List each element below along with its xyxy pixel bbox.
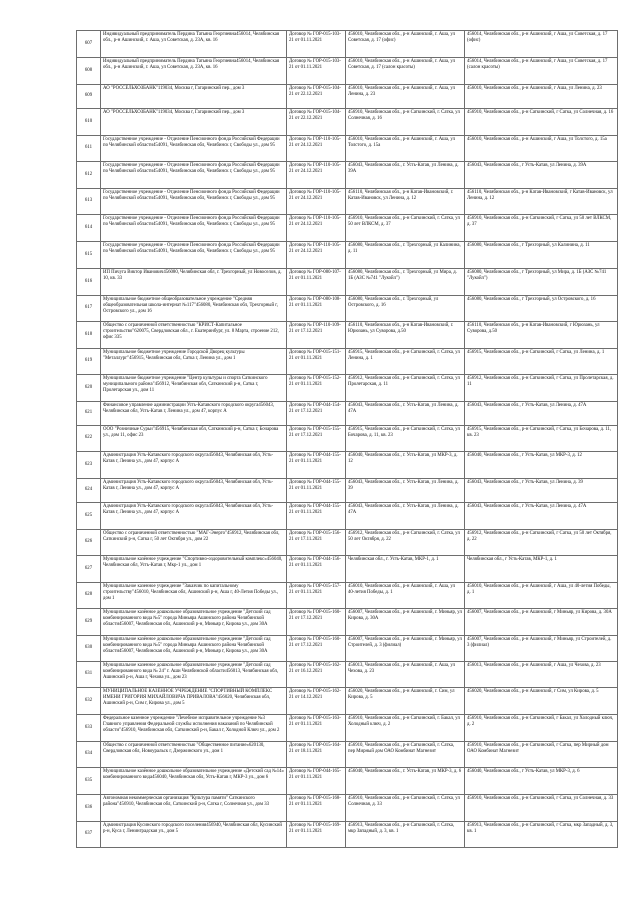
organization-cell: ООО "Розничные Сурьи"456915, Челябинская обл, Саткинский р-н, Сатка г, Бочарова ул., дом 11, офис 23	[101, 426, 287, 452]
contract-cell: Договор № ГОР-015-104-21 от 22.12.2021	[287, 85, 346, 109]
object-address-cell: 456912, Челябинская обл., р-н Саткинский, г. Сатка, ул 50 лет Октября, д. 22	[346, 530, 465, 556]
delivery-address-cell: 456110, Челябинская обл., р-н Катав-Ивановский, г Катав-Ивановск, ул Ленина, д. 12	[465, 189, 618, 215]
contract-cell: Договор № ГОР-015-169-21 от 01.11.2021	[287, 822, 346, 848]
organization-cell: Муниципальное бюджетное учреждение "Центр культуры и спорта Саткинского муниципального района"456912, Челябинская обл, Саткинский р-н, Сатка г, Пролетарская ул., дом 11	[101, 375, 287, 402]
contract-cell: Договор № ГОР-044-154-21 от 17.12.2021	[287, 402, 346, 426]
organization-cell: Администрация Кусинского городского поселения456940, Челябинская обл, Кусинский р-н, Куса г, Ленинградская ул., дом 5	[101, 822, 287, 848]
contract-cell: Договор № ГОР-044-165-21 от 01.11.2021	[287, 768, 346, 795]
contract-cell: Договор № ГОР-044-156-21 от 01.11.2021	[287, 556, 346, 583]
organization-cell: Индивидуальный предприниматель Пердина Татьяна Георгиевна456014, Челябинская обл., р-н Ашинский, г. Аша, ул Советская, д. 23А, кв. 16	[101, 58, 287, 85]
table-row	[77, 58, 618, 85]
row-number: 630	[77, 636, 101, 662]
table-row	[77, 768, 618, 795]
contract-cell: Договор № ГОР-015-157-21 от 01.11.2021	[287, 583, 346, 609]
object-address-cell: 456013, Челябинская обл., р-н Ашинский, г. Аша, ул Чехова, д. 23	[346, 662, 465, 688]
delivery-address-cell: 456910, Челябинская обл., р-н Саткинский, г Бакал, ул Холодный ключ, д. 2	[465, 715, 618, 742]
delivery-address-cell: 456014, Челябинская обл., р-н Ашинский, г Аша, ул Советская, д. 17 (офис)	[465, 31, 618, 58]
row-number: 625	[77, 503, 101, 530]
object-address-cell: 456043, Челябинская обл., г. Усть-Катав, ул Ленина, д. 47А	[346, 503, 465, 530]
row-number: 628	[77, 583, 101, 609]
row-number: 635	[77, 768, 101, 795]
contract-cell: Договор № ГОР-015-162-21 от 14.12.2021	[287, 688, 346, 715]
table-row	[77, 742, 618, 768]
delivery-address-cell: 456912, Челябинская обл., р-н Саткинский, г Сатка, ул Пролетарская, д. 11	[465, 375, 618, 402]
table-row	[77, 322, 618, 349]
object-address-cell: 456010, Челябинская обл., р-н Ашинский, г. Аша, ул Ленина, д. 23	[346, 85, 465, 109]
row-number: 633	[77, 715, 101, 742]
row-number: 623	[77, 452, 101, 479]
organization-cell: Автономная некоммерческая организация "Культура памяти" Саткинского района"456910, Челябинская обл, Саткинский р-н, Сатка г, Солнечная ул., дом 33	[101, 795, 287, 822]
table-row	[77, 136, 618, 162]
row-number: 624	[77, 479, 101, 503]
row-number: 617	[77, 296, 101, 322]
organization-cell: Муниципальное бюджетное учреждение Городской Дворец культуры "Металлург"456915, Челябинская обл, Сатка г, Ленина ул., дом 1	[101, 349, 287, 375]
object-address-cell: 456110, Челябинская обл., р-н Катав-Ивановский, г. Юрюзань, ул Суворова, д.50	[346, 322, 465, 349]
delivery-address-cell: 456020, Челябинская обл., р-н Ашинский, г Сим, ул Кирова, д. 5	[465, 688, 618, 715]
delivery-address-cell: 456010, Челябинская обл., р-н Ашинский, г Аша, ул Ленина, д. 23	[465, 85, 618, 109]
delivery-address-cell: 456910, Челябинская обл., р-н Саткинский, г Сатка, ул 50 лет ВЛКСМ, д. 37	[465, 215, 618, 242]
organization-cell: Федеральное казенное учреждение "Лечебное исправительное учреждение №3 Главного управления Федеральной службы исполнения наказаний по Челябинской области"456910, Челябинская обл, Саткинский р-н, Бакал г, Холодной Ключ ул., дом 2	[101, 715, 287, 742]
object-address-cell: 456007, Челябинская обл., р-н Ашинский, г. Миньяр, ул Кирова, д. 30А	[346, 609, 465, 636]
contract-cell: Договор № ГОР-015-168-21 от 01.11.2021	[287, 795, 346, 822]
object-address-cell: 456010, Челябинская обл., р-н Ашинский, г. Аша, ул Советская, д. 17 (офис)	[346, 31, 465, 58]
organization-cell: Государственное учреждение - Отделение Пенсионного фонда Российской Федерации по Челябинской области454091, Челябинская обл, Челябинск г, Свободы ул., дом 95	[101, 162, 287, 189]
row-number: 627	[77, 556, 101, 583]
contract-cell: Договор № ГОР-015-103-21 от 01.11.2021	[287, 58, 346, 85]
delivery-address-cell: 456043, Челябинская обл., г Усть-Катав, ул Ленина, д. 39	[465, 479, 618, 503]
row-number: 612	[77, 162, 101, 189]
organization-cell: Общество с ограниченной ответственностью "КРИСТ-Капитальное строительство"620075, Свердловская обл., г. Екатеринбург, ул. 8 Марта, строение 212, офис 335	[101, 322, 287, 349]
organization-cell: Государственное учреждение - Отделение Пенсионного фонда Российской Федерации по Челябинской области454091, Челябинская обл, Челябинск г, Свободы ул., дом 95	[101, 242, 287, 269]
row-number: 634	[77, 742, 101, 768]
row-number: 637	[77, 822, 101, 848]
object-address-cell: 456040, Челябинская обл., г. Усть-Катав, ул МКР-3, д. 12	[346, 452, 465, 479]
table-row	[77, 215, 618, 242]
organization-cell: Финансовое управление администрации Усть-Катавского городского округа456043, Челябинская обл, Усть-Катав г, Ленина ул., дом 47, корпус А	[101, 402, 287, 426]
row-number: 621	[77, 402, 101, 426]
contract-cell: Договор № ГОР-015-156-21 от 17.11.2021	[287, 530, 346, 556]
delivery-address-cell: 456040, Челябинская обл., г Усть-Катав, ул МКР-3, д. 12	[465, 452, 618, 479]
row-number: 626	[77, 530, 101, 556]
table-row	[77, 662, 618, 688]
object-address-cell: Челябинская обл., г. Усть-Катав, МКР-1, д. 1	[346, 556, 465, 583]
contract-cell: Договор № ГОР-015-163-21 от 01.11.2021	[287, 715, 346, 742]
contract-cell: Договор № ГОР-044-155-21 от 01.11.2021	[287, 452, 346, 479]
contract-cell: Договор № ГОР-110-105-21 от 24.12.2021	[287, 162, 346, 189]
object-address-cell: 456010, Челябинская обл., р-н Ашинский, г. Аша, ул 40-летия Победы, д. 1	[346, 583, 465, 609]
organization-cell: Государственное учреждение - Отделение Пенсионного фонда Российской Федерации по Челябинской области454091, Челябинская обл, Челябинск г, Свободы ул., дом 95	[101, 136, 287, 162]
table-row	[77, 426, 618, 452]
delivery-address-cell: 456010, Челябинская обл., р-н Ашинский, г Аша, ул 40-летия Победы, д. 1	[465, 583, 618, 609]
table-row	[77, 822, 618, 848]
contract-cell: Договор № ГОР-015-160-21 от 17.12.2021	[287, 609, 346, 636]
organization-cell: Муниципальное казённое дошкольное образовательное учреждение "Детский сад комбинированного вида №5" города Миньяра Ашинского района Челябинской области456007, Челябинская обл, Ашинский р-н, Миньяр г, Кирова ул., дом 30А	[101, 636, 287, 662]
row-number: 631	[77, 662, 101, 688]
contract-cell: Договор № ГОР-110-109-21 от 17.12.2021	[287, 322, 346, 349]
contract-cell: Договор № ГОР-015-164-21 от 18.11.2021	[287, 742, 346, 768]
row-number: 611	[77, 136, 101, 162]
object-address-cell: 456007, Челябинская обл., р-н Ашинский, г. Миньяр, ул Строителей, д. 3 (филиал)	[346, 636, 465, 662]
object-address-cell: 456912, Челябинская обл., р-н Саткинский, г. Сатка, ул Пролетарская, д. 11	[346, 375, 465, 402]
row-number: 619	[77, 349, 101, 375]
object-address-cell: 456913, Челябинская обл., р-н Саткинский, г. Сатка, мкр Западный, д. 3, кв. 1	[346, 822, 465, 848]
table-row	[77, 85, 618, 109]
contract-cell: Договор № ГОР-110-105-21 от 24.12.2021	[287, 136, 346, 162]
object-address-cell: 456910, Челябинская обл., р-н Саткинский, г. Сатка, ул 50 лет ВЛКСМ, д. 37	[346, 215, 465, 242]
row-number: 620	[77, 375, 101, 402]
contract-cell: Договор № ГОР-015-103-21 от 01.11.2021	[287, 31, 346, 58]
row-number: 629	[77, 609, 101, 636]
table-row	[77, 503, 618, 530]
contract-cell: Договор № ГОР-015-152-21 от 01.11.2021	[287, 375, 346, 402]
table-row	[77, 242, 618, 269]
row-number: 616	[77, 269, 101, 296]
organization-cell: АО "РОССЕЛЬХОЗБАНК"119034, Москва г, Гагаринский пер., дом 3	[101, 109, 287, 136]
table-row	[77, 479, 618, 503]
table-row	[77, 795, 618, 822]
object-address-cell: 456080, Челябинская обл., г. Трехгорный, ул Мира, д. 1Б (АЗС №741 "Лукойл")	[346, 269, 465, 296]
table-row	[77, 583, 618, 609]
delivery-address-cell: 456110, Челябинская обл., р-н Катав-Ивановский, г Юрюзань, ул Суворова, д.50	[465, 322, 618, 349]
table-row	[77, 609, 618, 636]
row-number: 610	[77, 109, 101, 136]
table-row	[77, 715, 618, 742]
object-address-cell: 456080, Челябинская обл., г. Трехгорный, ул Островского, д. 16	[346, 296, 465, 322]
table-row	[77, 109, 618, 136]
organization-cell: ИП Пичуга Виктор Иванович456080, Челябинская обл, г. Трехгорный, ул Новоселов, д. 10, кв. 33	[101, 269, 287, 296]
table-body	[77, 31, 618, 848]
organization-cell: Муниципальное бюджетное общеобразовательное учреждение "Средняя общеобразовательная школа-интернат №117"456080, Челябинская обл, Трехгорный г, Островского ул., дом 16	[101, 296, 287, 322]
row-number: 613	[77, 189, 101, 215]
object-address-cell: 456010, Челябинская обл., р-н Ашинский, г. Аша, ул Советская, д. 17 (салон красоты)	[346, 58, 465, 85]
row-number: 632	[77, 688, 101, 715]
delivery-address-cell: 456010, Челябинская обл., р-н Ашинский, г Аша, ул Толстого, д. 15а	[465, 136, 618, 162]
delivery-address-cell: 456913, Челябинская обл., р-н Саткинский, г Сатка, мкр Западный, д. 3, кв. 1	[465, 822, 618, 848]
object-address-cell: 456040, Челябинская обл., г. Усть-Катав, ул МКР-3, д. 6	[346, 768, 465, 795]
object-address-cell: 456080, Челябинская обл., г. Трехгорный, ул Калинина, д. 11	[346, 242, 465, 269]
table-row	[77, 530, 618, 556]
contract-cell: Договор № ГОР-110-105-21 от 24.12.2021	[287, 242, 346, 269]
row-number: 609	[77, 85, 101, 109]
object-address-cell: 456010, Челябинская обл., р-н Ашинский, г. Аша, ул Толстого, д. 15а	[346, 136, 465, 162]
contract-cell: Договор № ГОР-015-160-21 от 17.12.2021	[287, 636, 346, 662]
object-address-cell: 456910, Челябинская обл., р-н Саткинский, г. Сатка, ул Солнечная, д. 16	[346, 109, 465, 136]
delivery-address-cell: 456910, Челябинская обл., р-н Саткинский, г Сатка, ул Солнечная, д. 33	[465, 795, 618, 822]
organization-cell: Индивидуальный предприниматель Пердина Татьяна Георгиевна456014, Челябинская обл., р-н Ашинский, г. Аша, ул Советская, д. 23А, кв. 16	[101, 31, 287, 58]
delivery-address-cell: Челябинская обл., г Усть-Катав, МКР-1, д. 1	[465, 556, 618, 583]
object-address-cell: 456910, Челябинская обл., р-н Саткинский, г. Сатка, ул Солнечная, д. 33	[346, 795, 465, 822]
contract-cell: Договор № ГОР-015-155-21 от 17.12.2021	[287, 426, 346, 452]
table-row	[77, 402, 618, 426]
object-address-cell: 456043, Челябинская обл., г. Усть-Катав, ул Ленина, д. 39	[346, 479, 465, 503]
organization-cell: Государственное учреждение - Отделение Пенсионного фонда Российской Федерации по Челябинской области454091, Челябинская обл, Челябинск г, Свободы ул., дом 95	[101, 189, 287, 215]
delivery-address-cell: 456910, Челябинская обл., р-н Саткинский, г Сатка, ул Солнечная, д. 16	[465, 109, 618, 136]
table-row	[77, 189, 618, 215]
contract-cell: Договор № ГОР-015-162-21 от 16.12.2021	[287, 662, 346, 688]
object-address-cell: 456910, Челябинская обл., р-н Саткинский, г. Сатка, пер Мирный дом ОАО Комбинат Магнезит	[346, 742, 465, 768]
organization-cell: Государственное учреждение - Отделение Пенсионного фонда Российской Федерации по Челябинской области454091, Челябинская обл, Челябинск г, Свободы ул., дом 95	[101, 215, 287, 242]
organization-cell: Общество с ограниченной ответственностью "Общественное питание»620130, Свердловская обл, Новоуральск г, Дзержинского ул., дом 1	[101, 742, 287, 768]
delivery-address-cell: 456040, Челябинская обл., г Усть-Катав, ул МКР-3, д. 6	[465, 768, 618, 795]
table-row	[77, 269, 618, 296]
organization-cell: Общество с ограниченной ответственностью "МАГ-Энерго"456912, Челябинская обл, Саткинский р-н, Сатка г, 50 лет Октября ул., дом 22	[101, 530, 287, 556]
table-row	[77, 349, 618, 375]
table-row	[77, 452, 618, 479]
row-number: 607	[77, 31, 101, 58]
organization-cell: Администрация Усть-Катавского городского округа456043, Челябинская обл, Усть-Катав г, Ленина ул., дом 47, корпус А	[101, 452, 287, 479]
row-number: 618	[77, 322, 101, 349]
delivery-address-cell: 456043, Челябинская обл., г Усть-Катав, ул Ленина, д. 47А	[465, 503, 618, 530]
contract-cell: Договор № ГОР-015-104-21 от 22.12.2021	[287, 109, 346, 136]
table-row	[77, 636, 618, 662]
delivery-address-cell: 456080, Челябинская обл., г Трехгорный, ул Островского, д. 16	[465, 296, 618, 322]
object-address-cell: 456915, Челябинская обл., р-н Саткинский, г. Сатка, ул Ленина, д. 1	[346, 349, 465, 375]
delivery-address-cell: 456043, Челябинская обл., г Усть-Катав, ул Ленина, д. 47А	[465, 402, 618, 426]
delivery-address-cell: 456910, Челябинская обл., р-н Саткинский, г Сатка, пер Мирный дом ОАО Комбинат Магнезит	[465, 742, 618, 768]
organization-cell: Муниципальное казенное учреждение "Заказчик по капитальному строительству"456010, Челябинская обл, Ашинский р-н, Аша г, 40-Летия Победы ул., дом 1	[101, 583, 287, 609]
table-row	[77, 296, 618, 322]
delivery-address-cell: 456014, Челябинская обл., р-н Ашинский, г Аша, ул Советская, д. 17 (салон красоты)	[465, 58, 618, 85]
delivery-address-cell: 456007, Челябинская обл., р-н Ашинский, г Миньяр, ул Строителей, д. 3 (филиал)	[465, 636, 618, 662]
row-number: 614	[77, 215, 101, 242]
contract-cell: Договор № ГОР-015-151-21 от 01.11.2021	[287, 349, 346, 375]
contract-cell: Договор № ГОР-044-155-21 от 01.11.2021	[287, 503, 346, 530]
table-row	[77, 31, 618, 58]
contract-cell: Договор № ГОР-044-155-21 от 01.11.2021	[287, 479, 346, 503]
organization-cell: Муниципальное казенное дошкольное образовательное учреждение "Детский сад комбинированного вида № 24" г. Аши Челябинской области456013, Челябинская обл, Ашинский р-н, Аша г, Чехова ул., дом 23	[101, 662, 287, 688]
delivery-address-cell: 456080, Челябинская обл., г Трехгорный, ул Мира, д. 1Б (АЗС №741 "Лукойл")	[465, 269, 618, 296]
row-number: 608	[77, 58, 101, 85]
delivery-address-cell: 456013, Челябинская обл., р-н Ашинский, г Аша, ул Чехова, д. 23	[465, 662, 618, 688]
organization-cell: Администрация Усть-Катавского городского округа456043, Челябинская обл, Усть-Катав г, Ленина ул., дом 47, корпус А	[101, 479, 287, 503]
table-row	[77, 162, 618, 189]
table-row	[77, 556, 618, 583]
organization-cell: Муниципальное казённое дошкольное образовательное учреждение "Детский сад комбинированного вида №5" города Миньяра Ашинского района Челябинской области456007, Челябинская обл, Ашинский р-н, Миньяр г, Кирова ул., дом 30А	[101, 609, 287, 636]
table-row	[77, 688, 618, 715]
delivery-address-cell: 456912, Челябинская обл., р-н Саткинский, г Сатка, ул 50 лет Октября, д. 22	[465, 530, 618, 556]
object-address-cell: 456915, Челябинская обл., р-н Саткинский, г. Сатка, ул Бочарова, д. 11, кв. 23	[346, 426, 465, 452]
delivery-address-cell: 456915, Челябинская обл., р-н Саткинский, г Сатка, ул Бочарова, д. 11, кв. 23	[465, 426, 618, 452]
contract-cell: Договор № ГОР-080-107-21 от 01.11.2021	[287, 269, 346, 296]
object-address-cell: 456020, Челябинская обл., р-н Ашинский, г. Сим, ул Кирова, д. 5	[346, 688, 465, 715]
contract-cell: Договор № ГОР-110-105-21 от 24.12.2021	[287, 215, 346, 242]
organization-cell: Муниципальное казённое дошкольное образовательное учреждение «Детский сад №14» комбинированного вида456040, Челябинская обл, Усть-Катав г, МКР-3 ул., дом 6	[101, 768, 287, 795]
table-row	[77, 375, 618, 402]
organization-cell: МУНИЦИПАЛЬНОЕ КАЗЁННОЕ УЧРЕЖДЕНИЕ "СПОРТИВНЫЙ КОМПЛЕКС ИМЕНИ ГРИГОРИЯ МИХАЙЛОВИЧА ПРИВАЛОВА"456020, Челябинская обл, Ашинский р-н, Сим г, Кирова ул., дом 5	[101, 688, 287, 715]
organization-cell: Администрация Усть-Катавского городского округа456043, Челябинская обл, Усть-Катав г, Ленина ул., дом 47, корпус А	[101, 503, 287, 530]
contracts-table	[76, 30, 618, 848]
contract-cell: Договор № ГОР-080-108-21 от 01.11.2021	[287, 296, 346, 322]
row-number: 615	[77, 242, 101, 269]
object-address-cell: 456110, Челябинская обл., р-н Катав-Ивановский, г. Катав-Ивановск, ул Ленина, д. 12	[346, 189, 465, 215]
delivery-address-cell: 456915, Челябинская обл., р-н Саткинский, г Сатка, ул Ленина, д. 1	[465, 349, 618, 375]
row-number: 622	[77, 426, 101, 452]
delivery-address-cell: 456043, Челябинская обл., г Усть-Катав, ул Ленина, д. 39А	[465, 162, 618, 189]
contract-cell: Договор № ГОР-110-105-21 от 24.12.2021	[287, 189, 346, 215]
object-address-cell: 456910, Челябинская обл., р-н Саткинский, г. Бакал, ул Холодный ключ, д. 2	[346, 715, 465, 742]
organization-cell: Муниципальное казённое учреждение "Спортивно-оздоровительный комплекс»456040, Челябинская обл, Усть-Катав г, Мкр-1 ул., дом 1	[101, 556, 287, 583]
organization-cell: АО "РОССЕЛЬХОЗБАНК"119034, Москва г, Гагаринский пер., дом 3	[101, 85, 287, 109]
row-number: 636	[77, 795, 101, 822]
object-address-cell: 456043, Челябинская обл., г. Усть-Катав, ул Ленина, д. 39А	[346, 162, 465, 189]
object-address-cell: 456043, Челябинская обл., г. Усть-Катав, ул Ленина, д. 47А	[346, 402, 465, 426]
delivery-address-cell: 456007, Челябинская обл., р-н Ашинский, г Миньяр, ул Кирова, д. 30А	[465, 609, 618, 636]
delivery-address-cell: 456080, Челябинская обл., г Трехгорный, ул Калинина, д. 11	[465, 242, 618, 269]
